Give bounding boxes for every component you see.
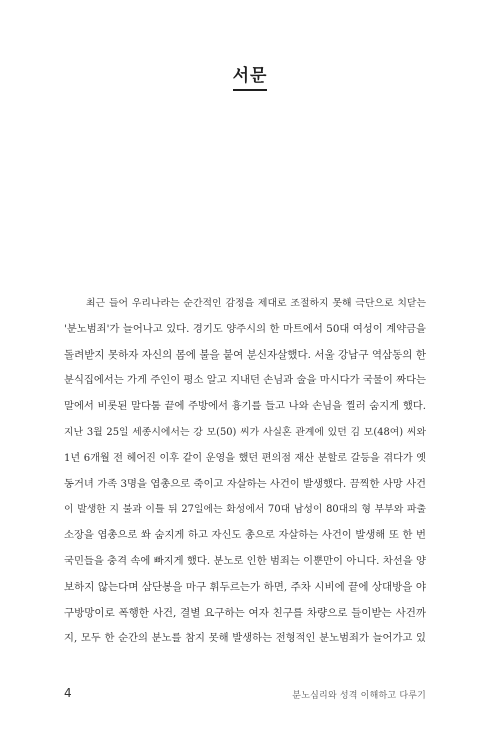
text-line: 1년 6개월 전 헤어진 이후 같이 운영을 했던 편의점 재산 분할로 갈등을 겪다가 옛 (64, 452, 426, 464)
text-line: 최근 들어 우리나라는 순간적인 감정을 제대로 조절하지 못해 극단으로 치닫는 (86, 298, 426, 309)
body-text (64, 291, 426, 652)
text-line: 말에서 비롯된 말다툼 끝에 주방에서 흉기를 들고 나와 손님을 찔러 숨지게 했다. (64, 400, 426, 413)
text-line: 소장을 엽총으로 쏴 숨지게 하고 자신도 총으로 자살하는 사건이 발생해 또 한 번 (64, 529, 426, 542)
text-line: 돌려받지 못하자 자신의 몸에 불을 붙여 분신자살했다. 서울 강남구 역삼동의 한 (64, 348, 426, 361)
running-head: 분노심리와 성격 이해하고 다루기 (292, 691, 426, 701)
text-line: 분식집에서는 가게 주인이 평소 알고 지내던 손님과 술을 마시다가 국물이 짜다는 (64, 374, 426, 387)
page-number: 4 (64, 686, 72, 700)
page-footer (64, 686, 426, 702)
text-line: 이 발생한 지 불과 이틀 뒤 27일에는 화성에서 70대 남성이 80대의 형 부부와 파출 (64, 504, 426, 516)
title-area (0, 66, 500, 91)
text-line: '분노범죄'가 늘어나고 있다. 경기도 양주시의 한 마트에서 50대 여성이 계약금을 (64, 322, 426, 335)
text-line: 구방망이로 폭행한 사건, 결별 요구하는 여자 친구를 차량으로 들이받는 사건까 (64, 606, 426, 619)
text-line: 지난 3월 25일 세종시에서는 강 모(50) 씨가 사실혼 관계에 있던 김 모(48여) 씨와 (64, 426, 426, 438)
text-line: 동거녀 가족 3명을 엽총으로 죽이고 자살하는 사건이 발생했다. 끔찍한 사망 사건 (64, 477, 426, 490)
text-line: 지, 모두 한 순간의 분노를 참지 못해 발생하는 전형적인 분노범죄가 늘어가고 있 (64, 632, 426, 645)
page-title: 서문 (233, 66, 268, 91)
text-line: 보하지 않는다며 삼단봉을 마구 휘두르는가 하면, 주차 시비에 끝에 상대방을 야 (64, 580, 426, 593)
text-line: 국민들을 충격 속에 빠지게 했다. 분노로 인한 범죄는 이뿐만이 아니다. 차선을 양 (64, 554, 426, 567)
